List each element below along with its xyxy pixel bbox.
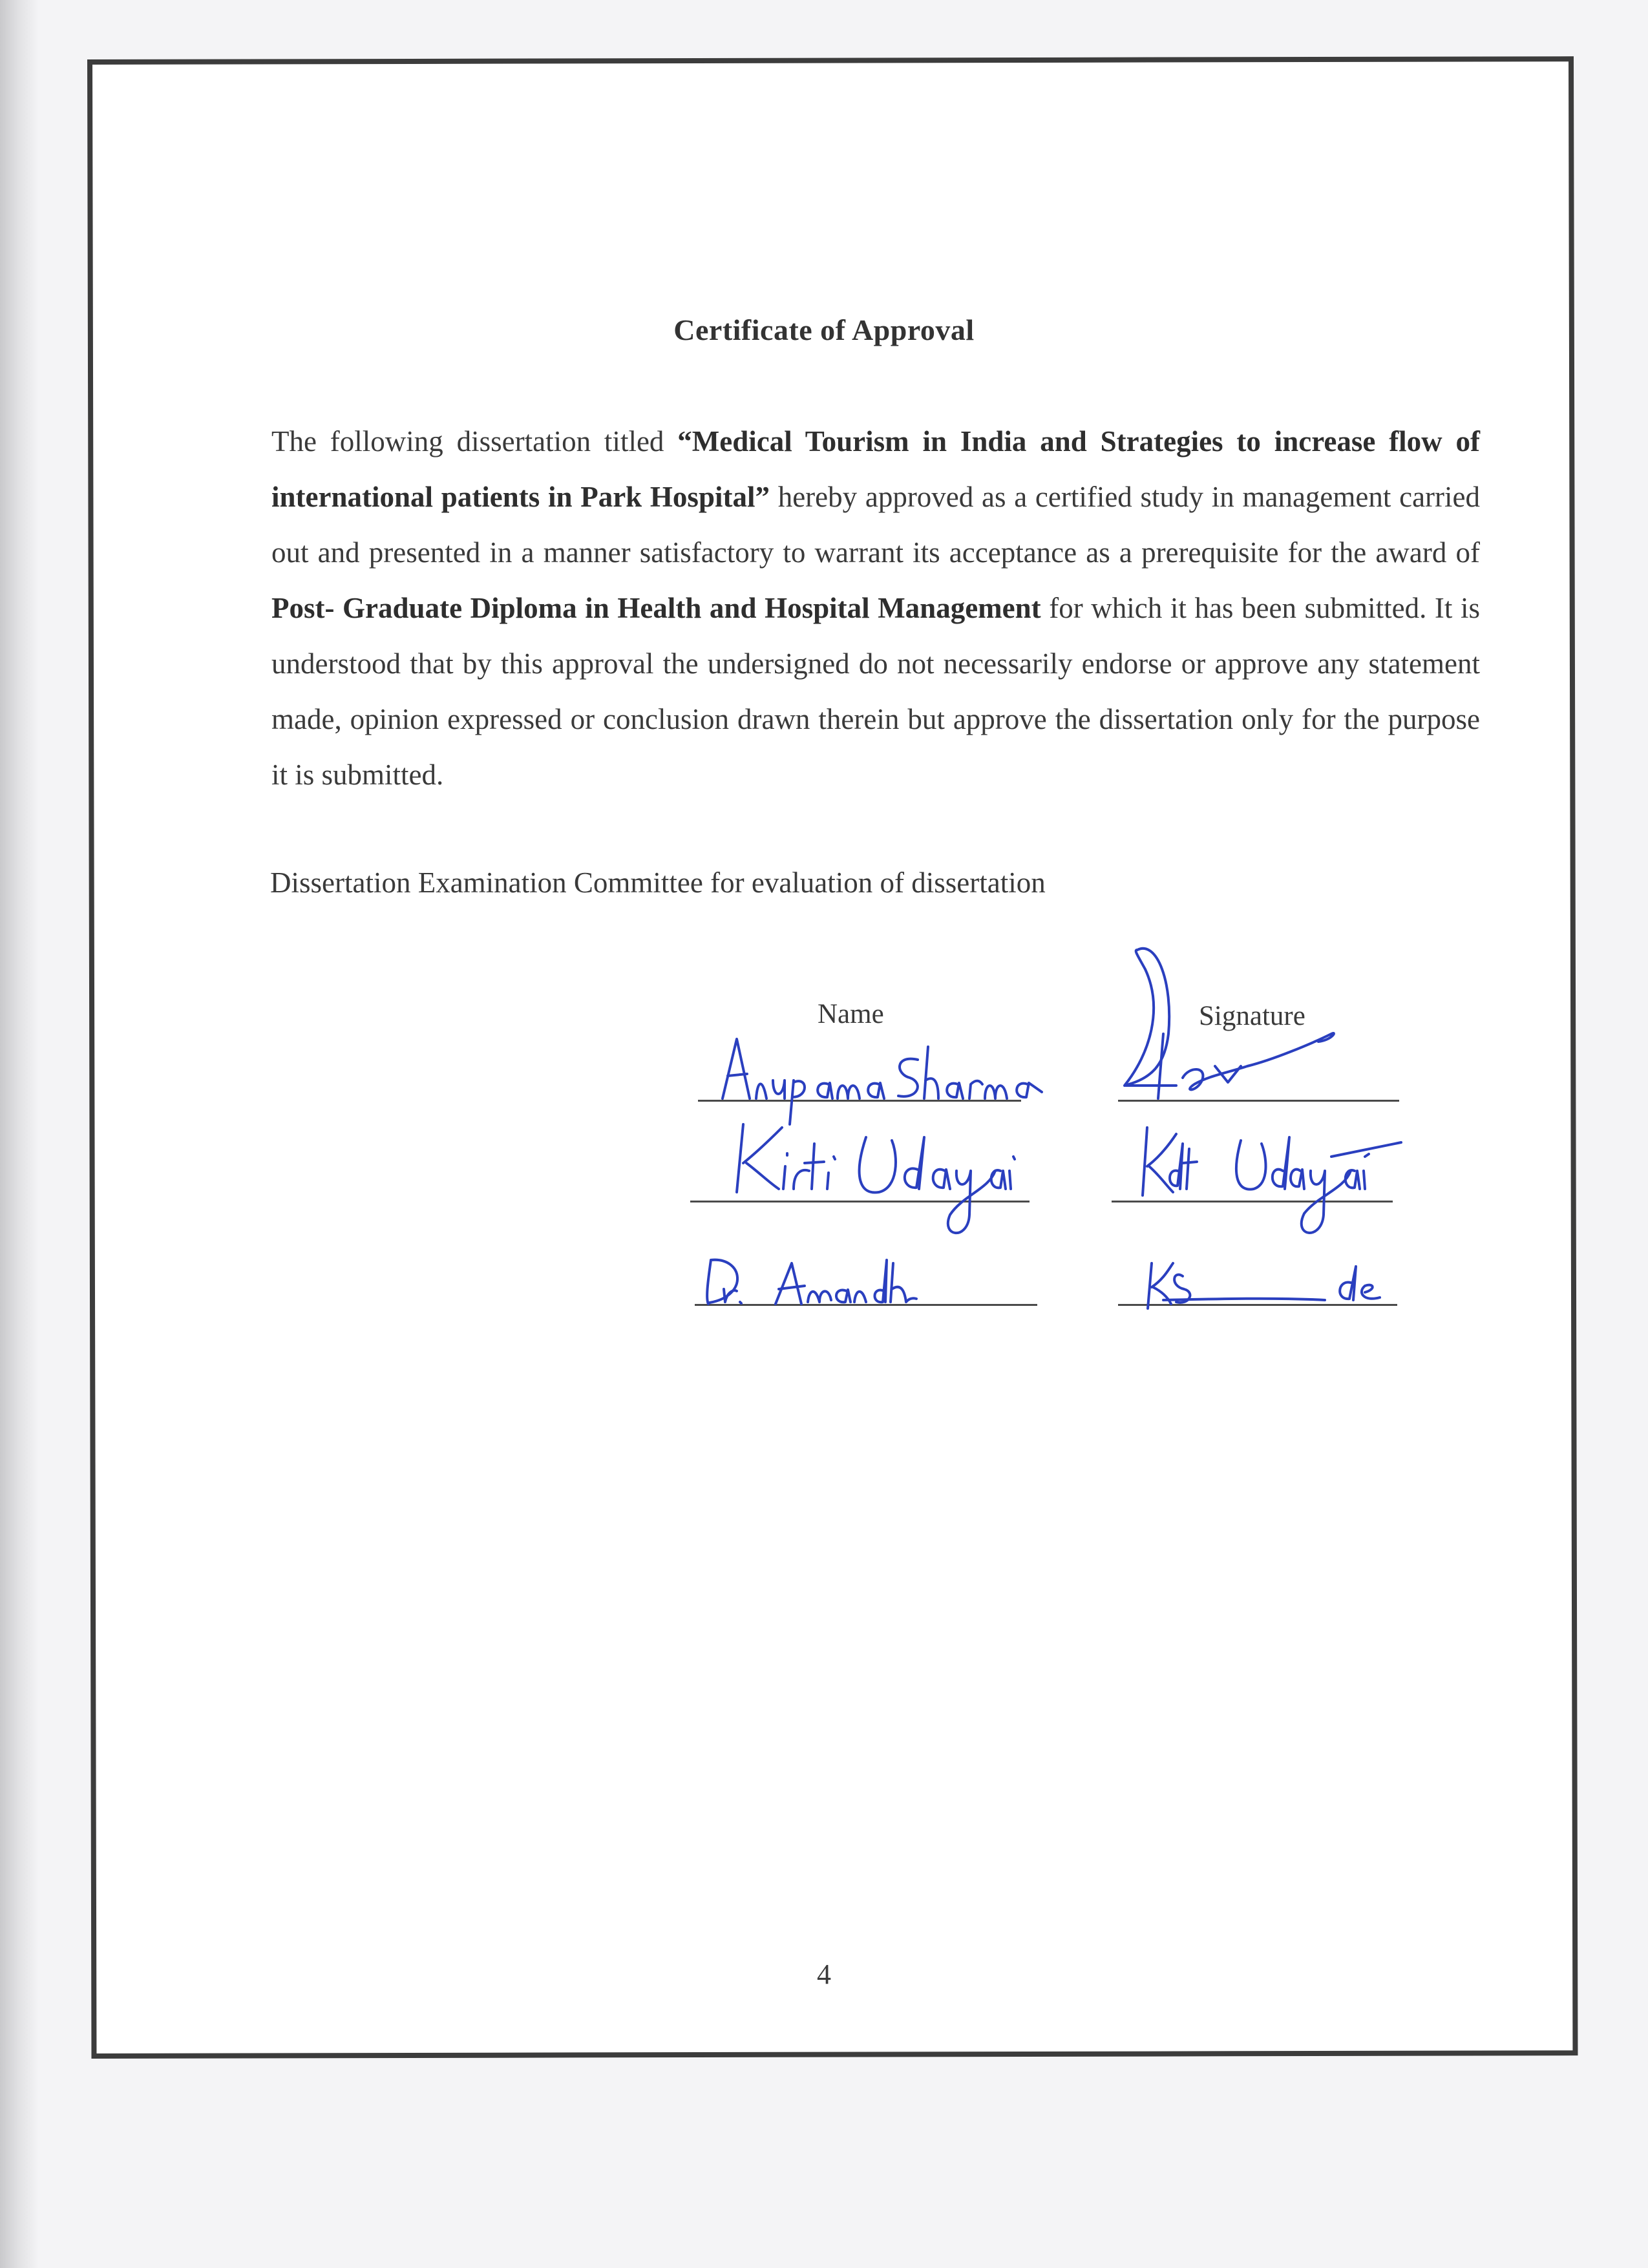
signature-column-header: Signature: [1199, 1001, 1305, 1031]
page-border-frame: [87, 56, 1578, 2059]
name-column-header: Name: [818, 999, 884, 1029]
page-number: 4: [817, 1958, 831, 1990]
award-name: Post- Graduate Diploma in Health and Hospital Management: [271, 592, 1041, 624]
paragraph-intro: The following dissertation titled: [271, 425, 678, 457]
approval-paragraph: [271, 414, 1480, 803]
signature-line-3: [1118, 1304, 1397, 1306]
name-line-1: [698, 1100, 1021, 1102]
signature-line-2: [1112, 1201, 1393, 1202]
paragraph-middle: hereby approved as a certified study in management carried out and presented in a manner satisfactory to warrant its acceptance as a prerequisite for the award of: [271, 481, 1480, 569]
committee-label: Dissertation Examination Committee for evaluation of dissertation: [270, 866, 1046, 899]
name-line-2: [690, 1201, 1030, 1202]
name-line-3: [695, 1304, 1037, 1306]
page-title: Certificate of Approval: [673, 313, 975, 346]
dissertation-title: “Medical Tourism in India and Strategies to increase flow of international patients in Park Hospital”: [271, 425, 1480, 513]
signature-line-1: [1118, 1100, 1399, 1102]
paragraph-ending: for which it has been submitted. It is understood that by this approval the undersigned do not necessarily endorse or approve any statement made, opinion expressed or conclusion drawn therein but approve the dissertation only for the purpose it is submitted.: [271, 592, 1480, 791]
